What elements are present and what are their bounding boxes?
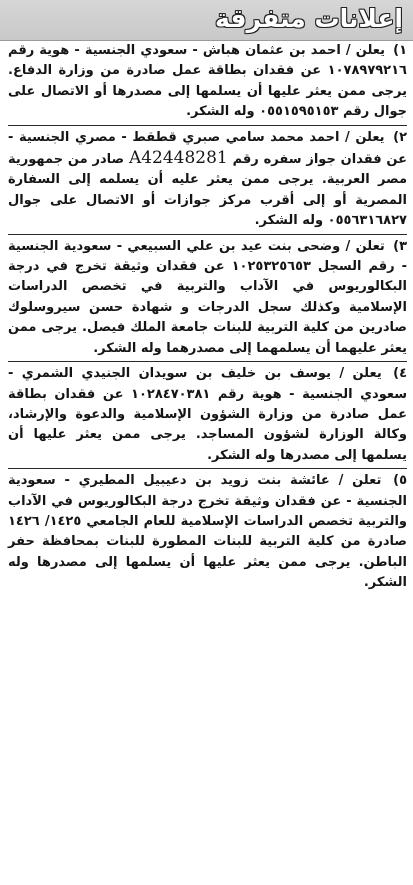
ad-body: عائشة بنت زويد بن دعيبيل المطيري - سعودية الجنسية - عن فقدان وثيقة تخرج درجة البكالوريوس في الآداب والتربية تخصص الدراسات الإسلامية للعام الجامعي ١٤٢٥/ ١٤٢٦ صادرة من كلية التربية للبنات المطورة للبنات بمحافظة حفر الباطن. يرجى ممن يعثر عليها أن يسلمها إلى مصدرها وله الشكر. — [8, 473, 407, 591]
ad-body: يوسف بن خليف بن سويدان الجنيدي الشمري - سعودي الجنسية - هوية رقم ١٠٢٨٤٧٠٣٨١ عن فقدان بطاقة عمل صادرة من وزارة الشؤون الإسلامية والدعوة والإرشاد، وكالة الوزارة لشؤون المساجد. يرجى ممن يعثر عليها أن يسلمها إلى مصدرها وله الشكر. — [8, 366, 407, 463]
ad-text — [8, 237, 407, 359]
ad-lead: تعلن / — [345, 238, 385, 254]
ad-item — [8, 237, 407, 362]
ad-text — [8, 41, 407, 123]
ad-number: ٤) — [393, 366, 407, 382]
ad-item — [8, 471, 407, 595]
ad-lead: تعلن / — [338, 473, 382, 489]
ad-text — [8, 471, 407, 593]
section-header — [0, 0, 413, 41]
ad-lead: يعلن / — [345, 129, 385, 145]
ad-number: ٣) — [393, 238, 407, 254]
ad-text — [8, 128, 407, 232]
ad-text — [8, 364, 407, 466]
ad-number: ٥) — [393, 473, 408, 489]
ad-body-continued: صادر من جمهورية مصر العربية. يرجى ممن يعثر عليه أن يسلمه إلى السفارة المصرية أو إلى أقرب مركز جوازات أو الاتصال على جوال ٠٥٥٦٣١٦٨٢٧ وله الشكر. — [8, 152, 407, 229]
passport-number: A42448281 — [128, 148, 228, 169]
ad-lead: يعلن / — [345, 43, 385, 58]
ad-body: احمد محمد سامي صبري قطقط - مصري الجنسية - عن فقدان جواز سفره رقم — [8, 129, 407, 168]
ad-body: احمد بن عثمان هباش - سعودي الجنسية - هوية رقم ١٠٧٨٩٧٩٢١٦ عن فقدان بطاقة عمل صادرة من وزارة الدفاع. يرجى ممن يعثر عليها أن يسلمها إلى مصدرها أو الاتصال على جوال رقم ٠٥٥١٥٩٥١٥٣ وله الشكر. — [8, 43, 407, 120]
ad-item — [8, 41, 407, 126]
ad-item — [8, 128, 407, 235]
ad-number: ٢) — [393, 129, 408, 145]
ads-list — [8, 41, 407, 598]
ad-body: وضحى بنت عيد بن علي السبيعي - سعودية الجنسية - رقم السجل ١٠٢٥٣٢٥٦٥٣ عن فقدان وثيقة تخرج في درجة البكالوريوس في الآداب والتربية في تخصص الدراسات الإسلامية وكذلك سجل الدرجات و شهادة حسن سيروسلوك صادرين من كلية التربية للبنات جامعة الملك فيصل. يرجى ممن يعثر عليهما أن يسلمهما إلى مصدرهما وله الشكر. — [8, 238, 407, 356]
ad-lead: يعلن / — [339, 366, 382, 382]
ad-number: ١) — [393, 43, 407, 58]
section-title: إعلانات متفرقة — [215, 4, 403, 33]
ad-item — [8, 364, 407, 469]
